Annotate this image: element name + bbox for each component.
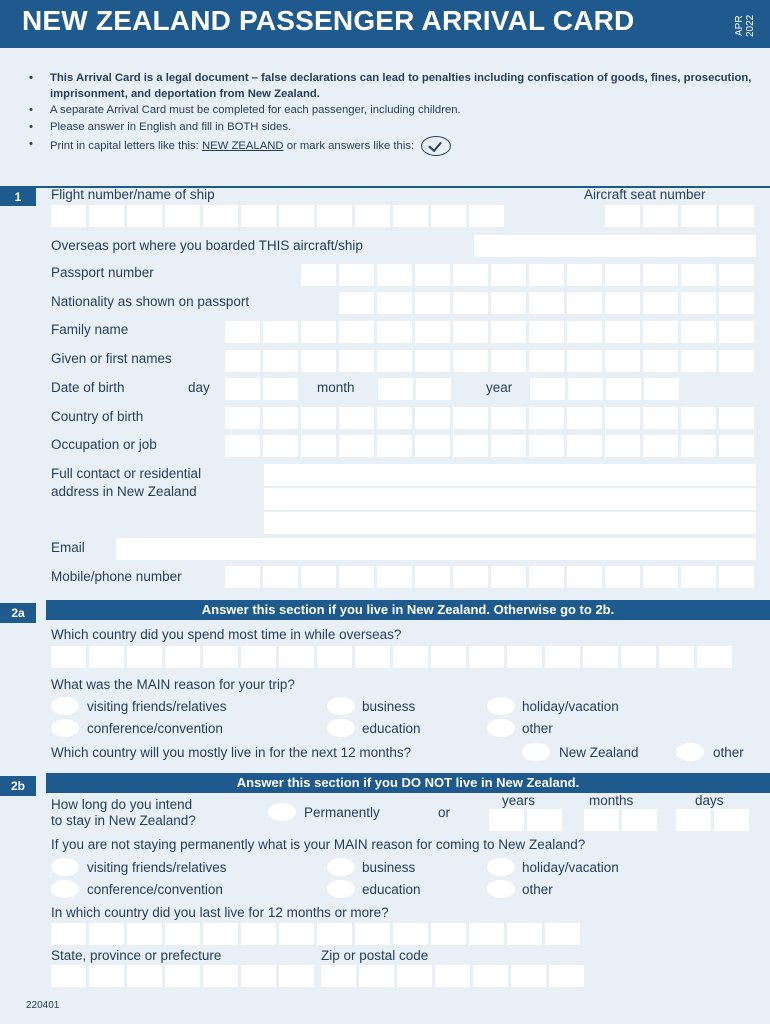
port-label: Overseas port where you boarded THIS aircraft/ship xyxy=(51,238,363,253)
phone-input[interactable] xyxy=(225,566,754,588)
capitals-example: NEW ZEALAND xyxy=(201,139,284,152)
version-date: APR 2022 xyxy=(734,14,756,38)
instruction-english: • Please answer in English and fill in BOTH sides. xyxy=(26,119,766,136)
country-overseas-input[interactable] xyxy=(51,646,732,668)
address-label-line1: Full contact or residential xyxy=(51,466,202,481)
or-label: or xyxy=(438,805,451,820)
given-names-input[interactable] xyxy=(225,350,754,372)
dob-month-label: month xyxy=(317,380,355,395)
instruction-separate-card: • A separate Arrival Card must be completed for each passenger, including children. xyxy=(26,102,766,119)
section2b-bar xyxy=(46,773,770,793)
option-2b-business: business xyxy=(362,860,416,875)
family-name-label: Family name xyxy=(51,322,129,337)
q-reason-coming: If you are not staying permanently what is your MAIN reason for coming to New Zealand? xyxy=(51,837,586,852)
option-2a-education: education xyxy=(362,721,421,736)
email-label: Email xyxy=(51,540,85,555)
instruction-capitals xyxy=(26,136,766,156)
option-2b-education: education xyxy=(362,882,421,897)
flight-label: Flight number/name of ship xyxy=(51,187,215,202)
zip-input[interactable] xyxy=(321,965,584,987)
seat-label: Aircraft seat number xyxy=(584,187,706,202)
email-input[interactable] xyxy=(116,538,756,560)
q-country-overseas: Which country did you spend most time in while overseas? xyxy=(51,627,402,642)
seat-number-input[interactable] xyxy=(605,205,754,227)
radio-2b-business[interactable] xyxy=(327,858,355,876)
passport-label: Passport number xyxy=(51,265,154,280)
zip-label: Zip or postal code xyxy=(321,948,429,963)
q-last-lived-country: In which country did you last live for 12 months or more? xyxy=(51,905,389,920)
option-live-new-zealand: New Zealand xyxy=(559,745,639,760)
radio-2b-conference[interactable] xyxy=(51,880,79,898)
last-lived-country-input[interactable] xyxy=(51,923,580,945)
checkmark-icon xyxy=(421,136,451,156)
section2b-number: 2b xyxy=(0,776,36,796)
dob-day-label: day xyxy=(188,380,210,395)
radio-live-new-zealand[interactable] xyxy=(522,743,550,761)
stay-days-input[interactable] xyxy=(676,809,749,831)
family-name-input[interactable] xyxy=(225,321,754,343)
option-2b-holiday: holiday/vacation xyxy=(522,860,619,875)
header-bar xyxy=(0,0,770,48)
days-label: days xyxy=(695,793,724,808)
dob-label: Date of birth xyxy=(51,380,125,395)
dob-year-label: year xyxy=(486,380,513,395)
radio-2b-holiday[interactable] xyxy=(487,858,515,876)
phone-label: Mobile/phone number xyxy=(51,569,182,584)
months-label: months xyxy=(589,793,634,808)
option-2b-other: other xyxy=(522,882,553,897)
country-birth-label: Country of birth xyxy=(51,409,144,424)
instructions-list xyxy=(26,70,766,156)
port-input[interactable] xyxy=(474,235,756,257)
section1-number: 1 xyxy=(0,188,36,206)
section2b-heading: Answer this section if you DO NOT live in New Zealand. xyxy=(236,775,580,790)
capitals-prefix: Print in capital letters like this: xyxy=(50,139,199,152)
flight-number-input[interactable] xyxy=(51,205,504,227)
option-2a-visiting: visiting friends/relatives xyxy=(87,699,227,714)
permanently-label: Permanently xyxy=(304,805,380,820)
q-live-next-12-months: Which country will you mostly live in for the next 12 months? xyxy=(51,745,412,760)
stay-label-line2: to stay in New Zealand? xyxy=(51,813,196,828)
nationality-label: Nationality as shown on passport xyxy=(51,294,250,309)
radio-2b-visiting[interactable] xyxy=(51,858,79,876)
radio-2a-education[interactable] xyxy=(327,719,355,737)
option-live-other: other xyxy=(713,745,744,760)
radio-2a-visiting[interactable] xyxy=(51,697,79,715)
section2a-bar xyxy=(46,600,770,620)
radio-2a-holiday[interactable] xyxy=(487,697,515,715)
radio-2b-other[interactable] xyxy=(487,880,515,898)
radio-2a-other[interactable] xyxy=(487,719,515,737)
given-names-label: Given or first names xyxy=(51,351,172,366)
radio-live-other[interactable] xyxy=(676,743,704,761)
radio-2a-conference[interactable] xyxy=(51,719,79,737)
stay-months-input[interactable] xyxy=(584,809,657,831)
passport-input[interactable] xyxy=(301,264,754,286)
address-label-line2: address in New Zealand xyxy=(51,484,197,499)
option-2b-visiting: visiting friends/relatives xyxy=(87,860,227,875)
nationality-input[interactable] xyxy=(339,292,754,314)
radio-2a-business[interactable] xyxy=(327,697,355,715)
page-title: NEW ZEALAND PASSENGER ARRIVAL CARD xyxy=(22,5,635,36)
form-code: 220401 xyxy=(26,1000,60,1011)
years-label: years xyxy=(502,793,536,808)
address-input-line3[interactable] xyxy=(264,512,756,534)
stay-label-line1: How long do you intend xyxy=(51,797,193,812)
section2a-number: 2a xyxy=(0,603,36,623)
q-main-reason: What was the MAIN reason for your trip? xyxy=(51,677,295,692)
capitals-suffix: or mark answers like this: xyxy=(286,139,415,152)
section2a-heading: Answer this section if you live in New Zealand. Otherwise go to 2b. xyxy=(201,602,615,617)
option-2a-business: business xyxy=(362,699,416,714)
dob-day-input[interactable] xyxy=(225,378,298,400)
legal-warning: • This Arrival Card is a legal document – false declarations can lead to penalties including confiscation of goods, fines, prosecution, imprisonment, and deportation from New Zealand. xyxy=(26,70,766,102)
option-2a-conference: conference/convention xyxy=(87,721,223,736)
address-input-line1[interactable] xyxy=(264,464,756,486)
radio-2b-education[interactable] xyxy=(327,880,355,898)
occupation-label: Occupation or job xyxy=(51,437,157,452)
option-2b-conference: conference/convention xyxy=(87,882,223,897)
state-label: State, province or prefecture xyxy=(51,948,222,963)
stay-years-input[interactable] xyxy=(489,809,562,831)
dob-month-input[interactable] xyxy=(378,378,451,400)
country-birth-input[interactable] xyxy=(225,407,754,429)
occupation-input[interactable] xyxy=(225,435,754,457)
option-2a-other: other xyxy=(522,721,553,736)
option-2a-holiday: holiday/vacation xyxy=(522,699,619,714)
state-input[interactable] xyxy=(51,965,314,987)
dob-year-input[interactable] xyxy=(530,378,679,400)
radio-permanently[interactable] xyxy=(268,803,296,821)
address-input-line2[interactable] xyxy=(264,488,756,510)
